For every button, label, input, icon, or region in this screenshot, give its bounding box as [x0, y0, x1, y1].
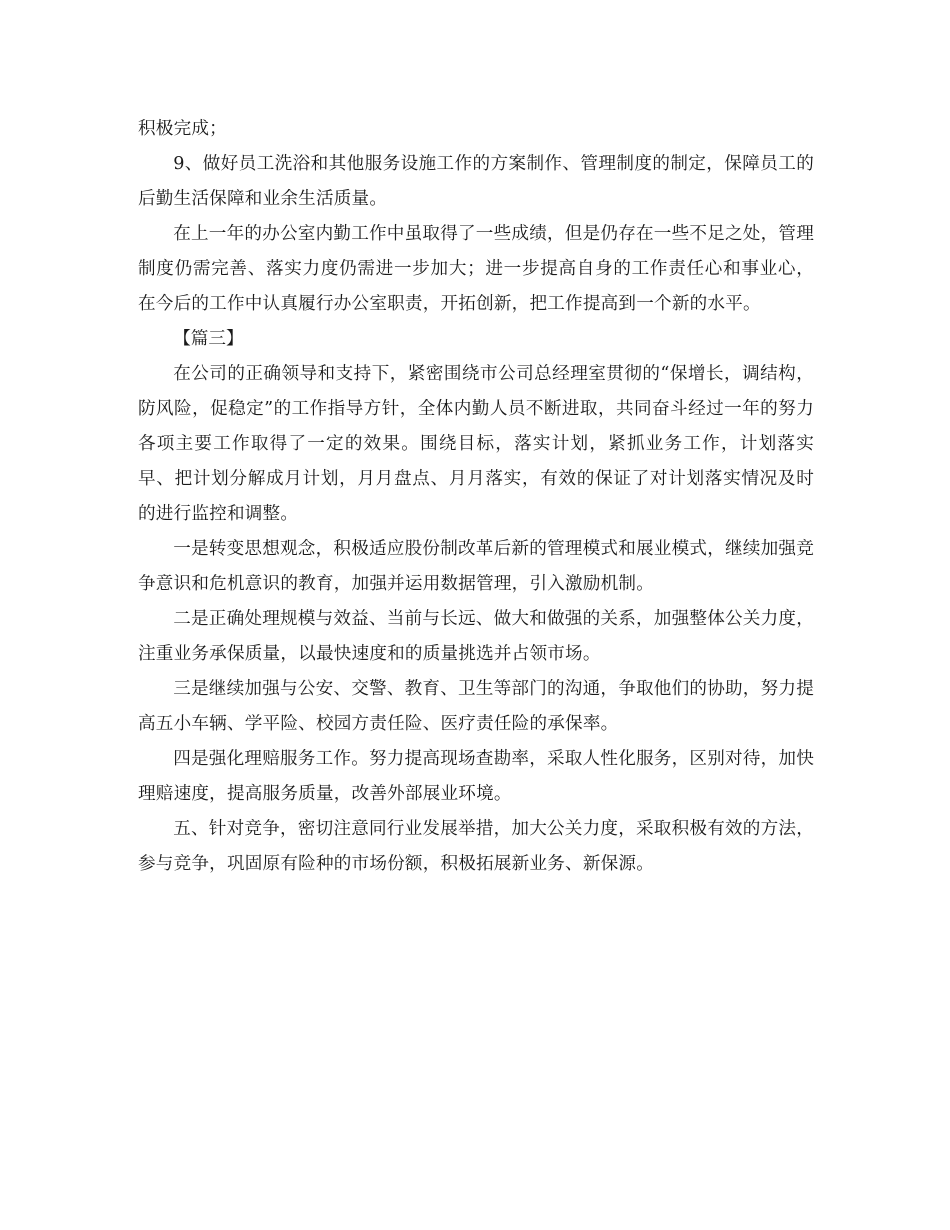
paragraph-intro: 在公司的正确领导和支持下，紧密围绕市公司总经理室贯彻的“保增长，调结构，防风险，促稳定”的工作指导方针，全体内勤人员不断进取，共同奋斗经过一年的努力各项主要工作取得了一定的效果。围绕目标，落实计划，紧抓业务工作，计划落实早、把计划分解成月计划，月月盘点、月月落实，有效的保证了对计划落实情况及时的进行监控和调整。 — [138, 364, 814, 524]
paragraph-point-2: 二是正确处理规模与效益、当前与长远、做大和做强的关系，加强整体公关力度，注重业务承保质量，以最快速度和的质量挑选并占领市场。 — [138, 609, 814, 664]
document-page — [138, 112, 814, 882]
paragraph-point-3: 三是继续加强与公安、交警、教育、卫生等部门的沟通，争取他们的协助，努力提高五小车辆、学平险、校园方责任险、医疗责任险的承保率。 — [138, 679, 814, 734]
paragraph-point-4: 四是强化理赔服务工作。努力提高现场查勘率，采取人性化服务，区别对待，加快理赔速度，提高服务质量，改善外部展业环境。 — [138, 749, 814, 804]
paragraph-point-5: 五、针对竞争，密切注意同行业发展举措，加大公关力度，采取积极有效的方法，参与竞争，巩固原有险种的市场份额，积极拓展新业务、新保源。 — [138, 819, 814, 874]
paragraph-summary: 在上一年的办公室内勤工作中虽取得了一些成绩，但是仍存在一些不足之处，管理制度仍需完善、落实力度仍需进一步加大；进一步提高自身的工作责任心和事业心，在今后的工作中认真履行办公室职责，开拓创新，把工作提高到一个新的水平。 — [138, 224, 814, 314]
paragraph-point-1: 一是转变思想观念，积极适应股份制改革后新的管理模式和展业模式，继续加强竞争意识和危机意识的教育，加强并运用数据管理，引入激励机制。 — [138, 539, 814, 594]
section-heading: 【篇三】 — [173, 329, 244, 349]
paragraph-continuation: 积极完成； — [138, 119, 227, 139]
paragraph-item-9: 9、做好员工洗浴和其他服务设施工作的方案制作、管理制度的制定，保障员工的后勤生活保障和业余生活质量。 — [138, 154, 814, 209]
